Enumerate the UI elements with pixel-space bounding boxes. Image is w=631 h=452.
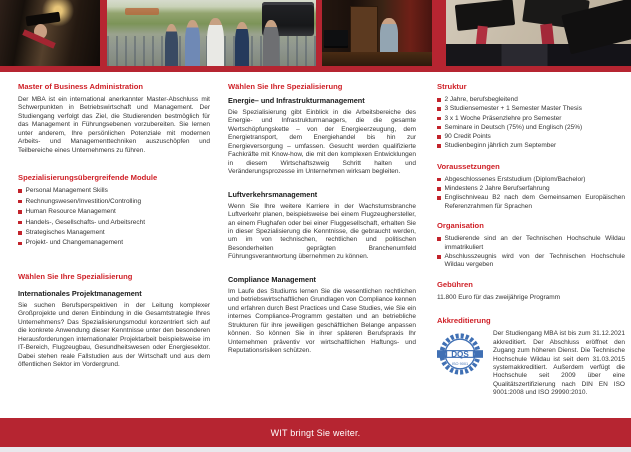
list-item-label: Handels-, Gesellschafts- und Arbeitsrecht (25, 218, 146, 226)
akkreditierung-text (493, 330, 625, 398)
list-item-label: Abgeschlossenes Erststudium (Diplom/Bachelor) (444, 175, 586, 183)
section-compliance (228, 275, 416, 356)
photo-strip (0, 0, 631, 72)
section-body: Im Laufe des Studiums lernen Sie die wesentlichen rechtlichen und betriebswirtschaftlichen Grundlagen von Compliance kennen und erfahren durch Best Practices und Case Studies, wie Sie ein internes Compliance-Programm gestalten und an betriebliche Strukturen für ihre jeweiligen geschäftlichen Belange anpassen können. So können Sie in ihrer späteren Berufspraxis Ihr Unternehmen präventiv vor wirtschaftlichen Haftungs- und Reputationsrisiken schützen. (228, 287, 416, 354)
organisation-list (437, 235, 625, 270)
bullet-square-icon (18, 221, 22, 225)
list-item (437, 133, 625, 141)
section-gebuehren (437, 280, 625, 302)
footer-bar (0, 418, 631, 447)
person-shape (207, 18, 224, 66)
section-module (18, 173, 210, 248)
section-struktur (437, 82, 625, 151)
brochure-content (0, 72, 631, 418)
list-item-label: Studierende sind an der Technischen Hochschule Wildau immatrikuliert (444, 235, 625, 251)
list-item (437, 176, 625, 184)
desk-shape (322, 52, 432, 66)
dqs-certification-seal (437, 330, 487, 398)
section-heading: Wählen Sie Ihre Spezialisierung (18, 271, 133, 281)
list-item-label: Studienbeginn jährlich zum September (444, 142, 557, 150)
list-item-label: 90 Credit Points (444, 133, 491, 140)
section-subheading: Energie– und Infrastrukturmanagement (228, 96, 365, 105)
section-heading: Voraussetzungen (437, 161, 500, 171)
list-item (18, 198, 210, 206)
bullet-square-icon (437, 126, 441, 130)
bullet-square-icon (437, 144, 441, 148)
section-subheading: Internationales Projektmanagement (18, 288, 142, 298)
campus-group-locomotive-photo (107, 0, 316, 66)
list-item-label: Strategisches Management (25, 228, 105, 236)
list-item-label: Projekt- und Changemanagement (25, 239, 124, 247)
section-body: Sie suchen Berufsperspektiven in der Leitung komplexer Großprojekte und deren Einbindung in die Gesamtstrategie Ihres Unternehmens? Das Spezialisierungsmodul konzentriert sich auf die konkrete Anwendung dieser Kenntnisse unter den besonderen Herausforderungen internationaler Projektarbeit beispielsweise im IT-Bereich, Flugzeugbau, Gesundheitswesen oder Energiesektor. Dabei stehen reale Fallstudien aus der Wirtschaft und aus dem öffentlichen Sektor im Vordergrund. (18, 301, 210, 369)
page-bottom-edge (0, 447, 631, 452)
bullet-square-icon (437, 135, 441, 139)
list-item-label: Abschlusszeugnis wird von der Technischen Hochschule Wildau vergeben (444, 252, 625, 269)
section-subheading: Luftverkehrsmanagement (228, 189, 318, 199)
list-item (18, 219, 210, 227)
person-shape (235, 22, 249, 66)
list-item-label: 3 Studiensemester + 1 Semester Master Thesis (444, 105, 582, 113)
section-heading: Gebühren (437, 279, 473, 289)
person-shape (165, 24, 178, 66)
student-at-computer-photo (322, 0, 432, 66)
section-body: Wenn Sie Ihre weitere Karriere in der Wachstumsbranche Luftverkehr planen, beispielsweise bei einem Flugzeughersteller, an einem Flughafen oder bei einer Fluggesellschaft, erhalten Sie in dieser Spezialisierung die Kenntnisse, die gebraucht werden, um im von technischen, rechtlichen und politischen Besonderheiten geprägten Branchenumfeld Führungsverantwortung übernehmen zu können. (228, 202, 416, 261)
roof-shape (125, 8, 159, 15)
list-item (437, 253, 625, 270)
list-item (18, 208, 210, 216)
bullet-square-icon (437, 107, 441, 111)
section-body: Die Spezialisierung gibt Einblick in die Arbeitsbereiche des Energie- und Infrastrukturmanagers, die die gesamte Wertschöpfungskette – von der Energieerzeugung, dem Energietransport, dem Energiehandel bis hin zur Energieversorgung – umfassen. Gesucht werden qualifizierte Fachkräfte mit Know-how, die mit den komplexen Entwicklungen in diesem Wirtschaftszweig Schritt halten und Veränderungsprozesse im Unternehmen wirksam begleiten. (228, 109, 416, 176)
section-heading: Wählen Sie Ihre Spezialisierung (228, 82, 343, 91)
section-mba (18, 82, 210, 155)
list-item-label: Seminare in Deutsch (75%) und Englisch (25%) (444, 123, 583, 131)
section-heading: Struktur (437, 82, 467, 91)
list-item (437, 105, 625, 113)
section-heading: Master of Business Administration (18, 82, 144, 91)
list-item (18, 239, 210, 247)
list-item-label: 3 x 1 Woche Präsenzlehre pro Semester (444, 114, 562, 122)
list-item-label: Human Resource Management (25, 208, 116, 216)
list-item-label: Englischniveau B2 nach dem Gemeinsamen Europäischen Referenzrahmen für Sprachen (444, 194, 625, 210)
bullet-square-icon (437, 117, 441, 121)
list-item-label: Mindestens 2 Jahre Berufserfahrung (444, 184, 550, 192)
right-column (437, 82, 625, 418)
person-shape (185, 20, 200, 66)
list-item (437, 235, 625, 252)
graduation-woman-photo (0, 0, 100, 66)
section-energie (228, 82, 416, 177)
bullet-square-icon (437, 178, 441, 182)
bullet-square-icon (437, 98, 441, 102)
list-item (437, 124, 625, 132)
bullet-square-icon (18, 242, 22, 246)
section-luftverkehr (228, 190, 416, 262)
bullet-square-icon (18, 210, 22, 214)
bullet-square-icon (437, 237, 441, 241)
left-column (18, 82, 210, 418)
section-body: 11.800 Euro für das zweijährige Programm (437, 293, 561, 301)
bullet-square-icon (437, 187, 441, 191)
person-shape (263, 20, 279, 66)
section-heading: Organisation (437, 221, 484, 231)
list-item (437, 142, 625, 150)
list-item-label: 2 Jahre, berufsbegleitend (444, 96, 518, 103)
list-item (18, 229, 210, 237)
dqs-seal-icon (437, 331, 483, 377)
person-shape (380, 18, 398, 52)
akkreditierung-row (437, 330, 625, 398)
bullet-square-icon (437, 255, 441, 259)
list-item (18, 187, 210, 195)
section-subheading: Compliance Management (228, 274, 316, 284)
module-list (18, 187, 210, 248)
bullet-square-icon (18, 231, 22, 235)
footer-slogan: WIT bringt Sie weiter. (270, 427, 361, 438)
graduates-caps-photo (446, 0, 631, 66)
list-item (437, 194, 625, 211)
list-item-label: Personal Management Skills (25, 187, 108, 195)
section-body: Der MBA ist ein international anerkannter Master-Abschluss mit Schwerpunkten in Betriebswirtschaft und Management. Der Studiengang verfolgt das Ziel, die Studierenden bestmöglich für das Management in Führungsebenen vorzubereiten. Sie lernen unter anderem, Ihre persönlichen Potenziale mit modernen Arbeits- und Managementtechniken auszuschöpfen und Teilbereiche eines Unternehmens zu führen. (18, 96, 210, 154)
bullet-square-icon (18, 189, 22, 193)
struktur-list (437, 96, 625, 151)
bullet-square-icon (437, 196, 441, 200)
section-body: Der Studiengang MBA ist bis zum 31.12.2021 akkreditiert. Der Abschluss eröffnet den Zugang zum höheren Dienst. Die Technische Hochschule Wildau ist seit dem 31.03.2015 systemakkreditiert. Außerdem verfügt die Hochschule seit 2009 über eine Qualitätszertifizierung nach DIN EN ISO 9001:2008 und ISO 29990:2010. (493, 330, 625, 397)
middle-column (228, 82, 416, 418)
section-heading: Spezialisierungsübergreifende Module (18, 173, 158, 183)
monitor-shape (324, 30, 348, 46)
section-akkreditierung (437, 316, 625, 398)
list-item (437, 185, 625, 193)
section-voraussetzungen (437, 162, 625, 211)
list-item (437, 96, 625, 104)
section-organisation (437, 221, 625, 270)
seal-sub-label: ISO 9001 (451, 362, 469, 367)
gown-shape (446, 44, 631, 66)
bullet-square-icon (18, 200, 22, 204)
list-item (437, 115, 625, 123)
list-item-label: Rechnungswesen/Investition/Controlling (25, 197, 142, 205)
seal-label: DQS (451, 350, 469, 360)
voraussetzungen-list (437, 176, 625, 211)
section-heading: Akkreditierung (437, 316, 491, 326)
section-spezialisierung-left (18, 272, 210, 370)
